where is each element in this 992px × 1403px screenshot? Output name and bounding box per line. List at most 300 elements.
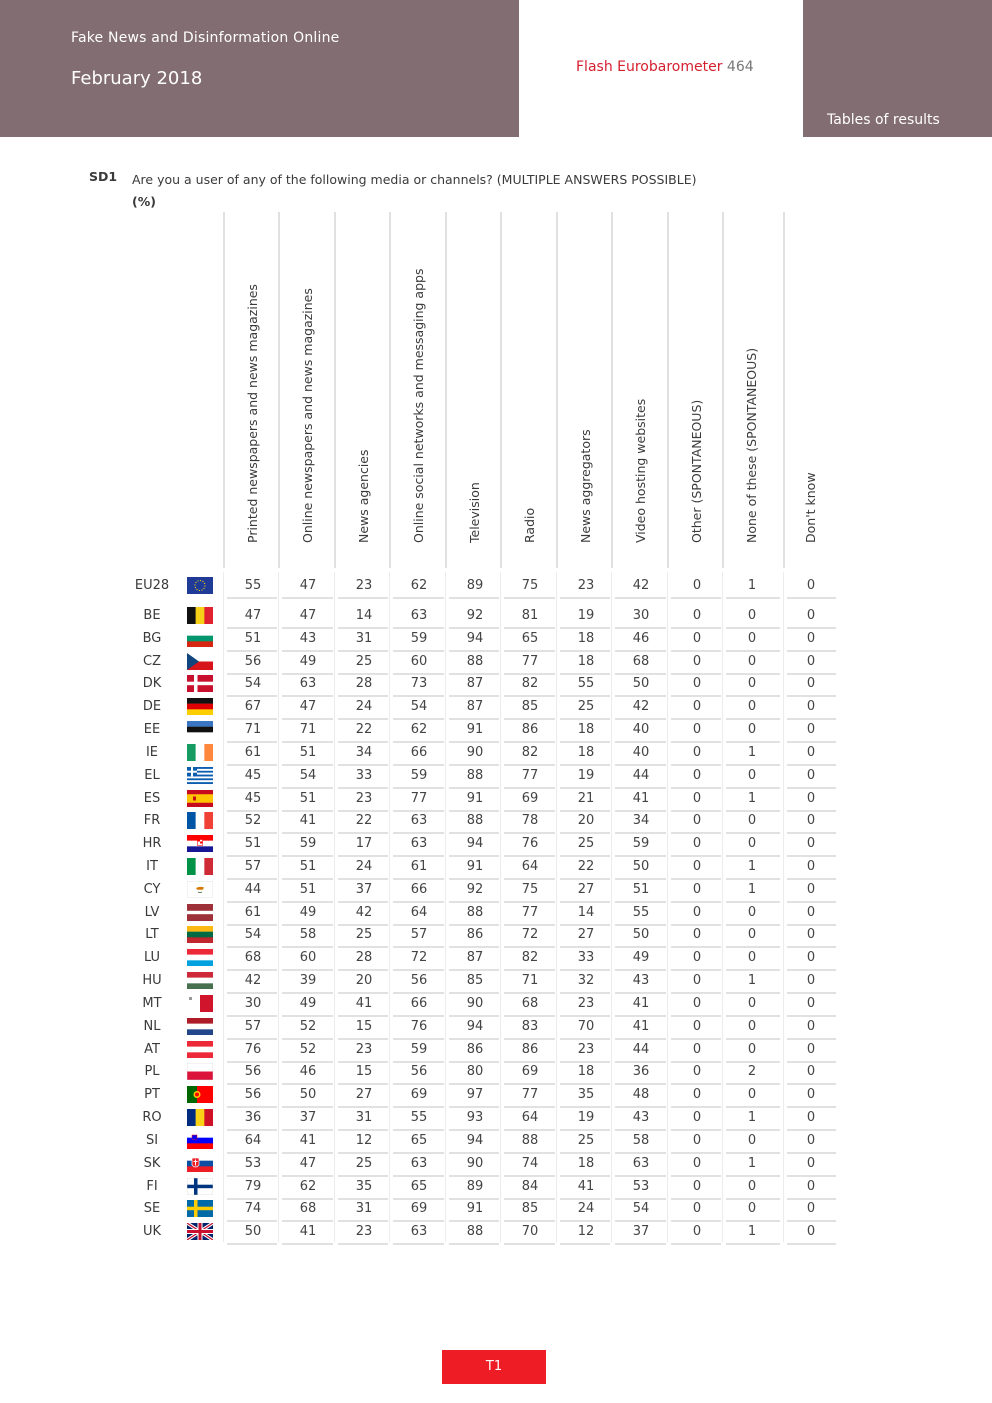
table-cell: 46 bbox=[632, 630, 650, 646]
table-cell: 77 bbox=[410, 790, 428, 806]
country-code: CY bbox=[143, 881, 161, 897]
table-cell: 52 bbox=[299, 1018, 317, 1034]
table-cell: 42 bbox=[632, 699, 650, 715]
row-underline bbox=[671, 1243, 721, 1245]
table-cell: 62 bbox=[410, 578, 428, 593]
table-row bbox=[130, 924, 840, 947]
row-underline bbox=[726, 1243, 780, 1245]
table-cell: 43 bbox=[299, 630, 317, 646]
column-header bbox=[228, 212, 278, 568]
table-row bbox=[130, 856, 840, 879]
table-cell: 92 bbox=[466, 881, 484, 897]
question-text bbox=[132, 169, 732, 213]
table-cell: 63 bbox=[410, 813, 428, 829]
table-cell: 41 bbox=[632, 1018, 650, 1034]
column-separator bbox=[556, 212, 558, 568]
table-cell: 59 bbox=[632, 836, 650, 852]
table-cell: 54 bbox=[299, 767, 317, 783]
table-cell: 18 bbox=[577, 1155, 595, 1171]
column-separator bbox=[445, 212, 447, 568]
country-code: UK bbox=[142, 1224, 162, 1240]
table-cell: 25 bbox=[355, 1155, 373, 1171]
table-cell: 63 bbox=[410, 836, 428, 852]
table-cell: 51 bbox=[244, 630, 262, 646]
table-row bbox=[130, 1198, 840, 1221]
table-cell: 0 bbox=[692, 995, 702, 1011]
table-cell: 52 bbox=[244, 813, 262, 829]
table-cell: 1 bbox=[747, 881, 757, 897]
table-cell: 94 bbox=[466, 836, 484, 852]
table-cell: 77 bbox=[521, 1087, 539, 1103]
table-cell: 0 bbox=[692, 1018, 702, 1034]
table-cell: 56 bbox=[244, 1087, 262, 1103]
table-cell: 63 bbox=[299, 676, 317, 692]
table-cell: 57 bbox=[244, 1018, 262, 1034]
table-cell: 0 bbox=[692, 653, 702, 669]
table-cell: 87 bbox=[466, 699, 484, 715]
country-code: LT bbox=[145, 927, 159, 943]
table-cell: 72 bbox=[410, 950, 428, 966]
table-cell: 76 bbox=[521, 836, 539, 852]
table-cell: 46 bbox=[299, 1064, 317, 1080]
column-separator bbox=[223, 212, 225, 568]
table-cell: 0 bbox=[747, 995, 757, 1011]
table-cell: 79 bbox=[244, 1178, 262, 1194]
table-cell: 71 bbox=[244, 722, 262, 738]
flag-icon bbox=[187, 744, 213, 761]
flag-icon bbox=[187, 1018, 213, 1035]
table-cell: 0 bbox=[806, 1018, 816, 1034]
header-band-left bbox=[0, 0, 519, 137]
table-cell: 24 bbox=[355, 699, 373, 715]
table-row bbox=[130, 575, 840, 598]
flag-icon bbox=[187, 767, 213, 784]
row-underline bbox=[504, 597, 555, 599]
table-cell: 53 bbox=[244, 1155, 262, 1171]
table-cell: 86 bbox=[521, 1041, 539, 1057]
row-underline bbox=[227, 1243, 277, 1245]
table-row bbox=[130, 1016, 840, 1039]
table-row bbox=[130, 1221, 840, 1244]
table-row bbox=[130, 1039, 840, 1062]
column-separator bbox=[334, 572, 335, 1242]
table-cell: 24 bbox=[577, 1201, 595, 1217]
table-cell: 1 bbox=[747, 1155, 757, 1171]
table-cell: 31 bbox=[355, 630, 373, 646]
table-cell: 63 bbox=[410, 1155, 428, 1171]
country-code: ES bbox=[143, 790, 161, 806]
flag-icon bbox=[187, 653, 213, 670]
table-cell: 73 bbox=[410, 676, 428, 692]
country-code: RO bbox=[142, 1110, 162, 1126]
table-cell: 0 bbox=[747, 767, 757, 783]
table-cell: 0 bbox=[692, 973, 702, 989]
column-header-label: Radio bbox=[522, 507, 537, 543]
table-cell: 0 bbox=[806, 630, 816, 646]
table-cell: 91 bbox=[466, 722, 484, 738]
table-cell: 0 bbox=[692, 1155, 702, 1171]
table-cell: 0 bbox=[806, 1178, 816, 1194]
table-cell: 77 bbox=[521, 767, 539, 783]
table-cell: 0 bbox=[747, 950, 757, 966]
table-cell: 70 bbox=[521, 1224, 539, 1240]
table-cell: 19 bbox=[577, 608, 595, 623]
table-cell: 15 bbox=[355, 1064, 373, 1080]
table-cell: 58 bbox=[632, 1132, 650, 1148]
row-underline bbox=[393, 597, 444, 599]
country-code: IT bbox=[146, 859, 158, 875]
table-row bbox=[130, 673, 840, 696]
series-name: Flash Eurobarometer bbox=[576, 59, 723, 75]
row-underline bbox=[338, 1243, 388, 1245]
table-cell: 94 bbox=[466, 1018, 484, 1034]
table-cell: 19 bbox=[577, 767, 595, 783]
table-row bbox=[130, 605, 840, 628]
table-cell: 0 bbox=[747, 1018, 757, 1034]
table-cell: 68 bbox=[632, 653, 650, 669]
table-cell: 18 bbox=[577, 722, 595, 738]
table-cell: 2 bbox=[747, 1064, 757, 1080]
table-cell: 69 bbox=[410, 1201, 428, 1217]
table-cell: 34 bbox=[355, 744, 373, 760]
column-header-label: Video hosting websites bbox=[633, 398, 648, 543]
table-cell: 54 bbox=[410, 699, 428, 715]
flag-icon bbox=[187, 790, 213, 807]
table-cell: 82 bbox=[521, 744, 539, 760]
table-cell: 0 bbox=[806, 859, 816, 875]
table-cell: 97 bbox=[466, 1087, 484, 1103]
flag-icon bbox=[187, 949, 213, 966]
table-cell: 0 bbox=[806, 1110, 816, 1126]
table-cell: 1 bbox=[747, 1224, 757, 1240]
row-underline bbox=[615, 1243, 666, 1245]
table-cell: 0 bbox=[806, 653, 816, 669]
table-cell: 66 bbox=[410, 744, 428, 760]
table-cell: 0 bbox=[692, 1224, 702, 1240]
table-cell: 59 bbox=[410, 1041, 428, 1057]
table-cell: 1 bbox=[747, 744, 757, 760]
table-cell: 56 bbox=[244, 653, 262, 669]
table-cell: 33 bbox=[577, 950, 595, 966]
table-cell: 55 bbox=[410, 1110, 428, 1126]
table-row bbox=[130, 1153, 840, 1176]
table-cell: 54 bbox=[244, 927, 262, 943]
table-cell: 50 bbox=[632, 676, 650, 692]
table-cell: 25 bbox=[355, 653, 373, 669]
table-cell: 51 bbox=[299, 859, 317, 875]
table-cell: 0 bbox=[806, 790, 816, 806]
table-cell: 18 bbox=[577, 653, 595, 669]
column-header bbox=[616, 212, 666, 568]
table-cell: 0 bbox=[692, 767, 702, 783]
table-cell: 0 bbox=[806, 1064, 816, 1080]
table-cell: 62 bbox=[410, 722, 428, 738]
table-cell: 0 bbox=[806, 927, 816, 943]
country-code: HR bbox=[142, 836, 162, 852]
country-code: SK bbox=[143, 1155, 161, 1171]
table-cell: 23 bbox=[355, 1224, 373, 1240]
table-cell: 49 bbox=[299, 995, 317, 1011]
table-cell: 87 bbox=[466, 676, 484, 692]
country-code: AT bbox=[144, 1041, 160, 1057]
table-cell: 64 bbox=[521, 859, 539, 875]
table-cell: 1 bbox=[747, 1110, 757, 1126]
table-cell: 68 bbox=[244, 950, 262, 966]
column-separator bbox=[783, 572, 784, 1242]
table-cell: 62 bbox=[299, 1178, 317, 1194]
flag-icon bbox=[187, 577, 213, 594]
table-cell: 82 bbox=[521, 676, 539, 692]
table-cell: 18 bbox=[577, 630, 595, 646]
column-separator bbox=[667, 572, 668, 1242]
flag-icon bbox=[187, 1223, 213, 1240]
table-cell: 37 bbox=[355, 881, 373, 897]
table-row bbox=[130, 765, 840, 788]
flag-icon bbox=[187, 1200, 213, 1217]
flag-icon bbox=[187, 835, 213, 852]
table-cell: 85 bbox=[466, 973, 484, 989]
table-cell: 0 bbox=[806, 767, 816, 783]
table-cell: 28 bbox=[355, 950, 373, 966]
table-cell: 90 bbox=[466, 995, 484, 1011]
table-cell: 71 bbox=[521, 973, 539, 989]
table-cell: 40 bbox=[632, 722, 650, 738]
table-cell: 0 bbox=[747, 1132, 757, 1148]
table-cell: 23 bbox=[577, 1041, 595, 1057]
table-row bbox=[130, 970, 840, 993]
question-code: SD1 bbox=[89, 169, 118, 184]
table-cell: 61 bbox=[410, 859, 428, 875]
table-cell: 76 bbox=[244, 1041, 262, 1057]
table-cell: 67 bbox=[244, 699, 262, 715]
row-underline bbox=[560, 597, 610, 599]
table-cell: 21 bbox=[577, 790, 595, 806]
column-header-label: Printed newspapers and news magazines bbox=[245, 284, 260, 543]
row-underline bbox=[504, 1243, 555, 1245]
country-code: FR bbox=[143, 813, 161, 829]
table-cell: 69 bbox=[521, 1064, 539, 1080]
table-cell: 1 bbox=[747, 973, 757, 989]
table-cell: 51 bbox=[244, 836, 262, 852]
table-row bbox=[130, 947, 840, 970]
table-cell: 42 bbox=[244, 973, 262, 989]
column-header-label: News agencies bbox=[356, 449, 371, 543]
table-cell: 12 bbox=[577, 1224, 595, 1240]
table-cell: 47 bbox=[299, 608, 317, 623]
column-separator bbox=[500, 572, 501, 1242]
table-cell: 51 bbox=[632, 881, 650, 897]
table-row bbox=[130, 879, 840, 902]
flag-icon bbox=[187, 607, 213, 624]
flag-icon bbox=[187, 972, 213, 989]
table-cell: 0 bbox=[747, 676, 757, 692]
column-separator bbox=[783, 212, 785, 568]
flag-icon bbox=[187, 1041, 213, 1058]
row-underline bbox=[615, 597, 666, 599]
row-underline bbox=[449, 1243, 499, 1245]
table-cell: 65 bbox=[410, 1132, 428, 1148]
table-cell: 0 bbox=[806, 995, 816, 1011]
country-code: SE bbox=[143, 1201, 161, 1217]
question-body: Are you a user of any of the following media or channels? (MULTIPLE ANSWERS POSSIBLE) bbox=[132, 172, 697, 187]
column-separator bbox=[722, 212, 724, 568]
table-row bbox=[130, 1130, 840, 1153]
table-cell: 0 bbox=[692, 722, 702, 738]
table-cell: 0 bbox=[692, 1087, 702, 1103]
country-code: DK bbox=[142, 676, 162, 692]
table-cell: 63 bbox=[632, 1155, 650, 1171]
table-cell: 87 bbox=[466, 950, 484, 966]
table-cell: 41 bbox=[577, 1178, 595, 1194]
table-cell: 64 bbox=[521, 1110, 539, 1126]
table-cell: 48 bbox=[632, 1087, 650, 1103]
country-code: BE bbox=[143, 608, 161, 623]
row-underline bbox=[282, 1243, 333, 1245]
table-cell: 80 bbox=[466, 1064, 484, 1080]
column-separator bbox=[611, 212, 613, 568]
table-cell: 94 bbox=[466, 630, 484, 646]
row-underline bbox=[449, 597, 499, 599]
table-cell: 52 bbox=[299, 1041, 317, 1057]
table-cell: 91 bbox=[466, 1201, 484, 1217]
table-cell: 45 bbox=[244, 767, 262, 783]
table-cell: 28 bbox=[355, 676, 373, 692]
table-cell: 68 bbox=[521, 995, 539, 1011]
table-row bbox=[130, 696, 840, 719]
table-cell: 76 bbox=[410, 1018, 428, 1034]
table-cell: 25 bbox=[577, 699, 595, 715]
table-cell: 68 bbox=[299, 1201, 317, 1217]
table-cell: 77 bbox=[521, 653, 539, 669]
column-separator bbox=[223, 572, 224, 1242]
table-cell: 64 bbox=[410, 904, 428, 920]
table-cell: 0 bbox=[747, 813, 757, 829]
table-cell: 0 bbox=[806, 904, 816, 920]
table-cell: 0 bbox=[692, 1041, 702, 1057]
column-header-label: Don't know bbox=[803, 472, 818, 543]
table-cell: 0 bbox=[692, 790, 702, 806]
flag-icon bbox=[187, 721, 213, 738]
table-cell: 59 bbox=[299, 836, 317, 852]
column-header-label: None of these (SPONTANEOUS) bbox=[744, 347, 759, 543]
column-separator bbox=[334, 212, 336, 568]
column-header-label: Online social networks and messaging apps bbox=[411, 268, 426, 543]
table-cell: 0 bbox=[692, 1201, 702, 1217]
row-underline bbox=[560, 1243, 610, 1245]
table-cell: 37 bbox=[632, 1224, 650, 1240]
report-title: Fake News and Disinformation Online bbox=[71, 30, 340, 46]
column-separator bbox=[611, 572, 612, 1242]
table-cell: 35 bbox=[577, 1087, 595, 1103]
table-cell: 1 bbox=[747, 859, 757, 875]
table-cell: 90 bbox=[466, 744, 484, 760]
table-cell: 89 bbox=[466, 578, 484, 593]
country-code: BG bbox=[142, 630, 162, 646]
table-cell: 91 bbox=[466, 790, 484, 806]
table-cell: 49 bbox=[299, 653, 317, 669]
country-code: EE bbox=[143, 722, 161, 738]
table-cell: 43 bbox=[632, 973, 650, 989]
table-cell: 14 bbox=[577, 904, 595, 920]
row-underline bbox=[338, 597, 388, 599]
table-cell: 49 bbox=[299, 904, 317, 920]
column-header-label: Television bbox=[467, 482, 482, 543]
table-cell: 27 bbox=[355, 1087, 373, 1103]
country-code: EL bbox=[144, 767, 160, 783]
flag-icon bbox=[187, 881, 213, 898]
table-cell: 88 bbox=[466, 813, 484, 829]
table-cell: 85 bbox=[521, 699, 539, 715]
table-cell: 17 bbox=[355, 836, 373, 852]
table-cell: 22 bbox=[355, 722, 373, 738]
table-cell: 60 bbox=[299, 950, 317, 966]
country-code: PL bbox=[144, 1064, 160, 1080]
table-cell: 0 bbox=[806, 1087, 816, 1103]
table-cell: 27 bbox=[577, 881, 595, 897]
table-cell: 64 bbox=[244, 1132, 262, 1148]
table-cell: 0 bbox=[692, 578, 702, 593]
table-cell: 0 bbox=[692, 904, 702, 920]
table-cell: 50 bbox=[244, 1224, 262, 1240]
table-cell: 0 bbox=[747, 927, 757, 943]
table-cell: 39 bbox=[299, 973, 317, 989]
column-header bbox=[727, 212, 777, 568]
table-cell: 41 bbox=[299, 1224, 317, 1240]
table-cell: 63 bbox=[410, 1224, 428, 1240]
column-header bbox=[339, 212, 389, 568]
table-cell: 22 bbox=[577, 859, 595, 875]
country-code: IE bbox=[145, 744, 159, 760]
table-cell: 1 bbox=[747, 790, 757, 806]
table-cell: 23 bbox=[355, 1041, 373, 1057]
table-cell: 23 bbox=[355, 790, 373, 806]
column-separator bbox=[445, 572, 446, 1242]
country-code: PT bbox=[144, 1087, 160, 1103]
table-cell: 59 bbox=[410, 767, 428, 783]
column-header bbox=[561, 212, 611, 568]
table-cell: 47 bbox=[299, 1155, 317, 1171]
table-cell: 30 bbox=[632, 608, 650, 623]
table-cell: 0 bbox=[747, 1178, 757, 1194]
table-cell: 0 bbox=[692, 699, 702, 715]
table-cell: 65 bbox=[410, 1178, 428, 1194]
table-cell: 20 bbox=[355, 973, 373, 989]
table-cell: 86 bbox=[466, 927, 484, 943]
table-cell: 18 bbox=[577, 744, 595, 760]
table-cell: 35 bbox=[355, 1178, 373, 1194]
table-cell: 0 bbox=[692, 1132, 702, 1148]
table-cell: 88 bbox=[466, 653, 484, 669]
column-header-label: Online newspapers and news magazines bbox=[300, 288, 315, 543]
table-cell: 66 bbox=[410, 881, 428, 897]
table-cell: 58 bbox=[299, 927, 317, 943]
column-header-label: Other (SPONTANEOUS) bbox=[689, 399, 704, 543]
table-row bbox=[130, 788, 840, 811]
table-cell: 0 bbox=[806, 1132, 816, 1148]
flag-icon bbox=[187, 675, 213, 692]
table-cell: 47 bbox=[244, 608, 262, 623]
table-cell: 44 bbox=[632, 767, 650, 783]
table-row bbox=[130, 902, 840, 925]
table-cell: 51 bbox=[299, 790, 317, 806]
table-cell: 94 bbox=[466, 1132, 484, 1148]
table-cell: 91 bbox=[466, 859, 484, 875]
table-cell: 42 bbox=[355, 904, 373, 920]
table-cell: 0 bbox=[806, 973, 816, 989]
table-cell: 88 bbox=[466, 904, 484, 920]
column-separator bbox=[278, 212, 280, 568]
table-cell: 0 bbox=[806, 676, 816, 692]
